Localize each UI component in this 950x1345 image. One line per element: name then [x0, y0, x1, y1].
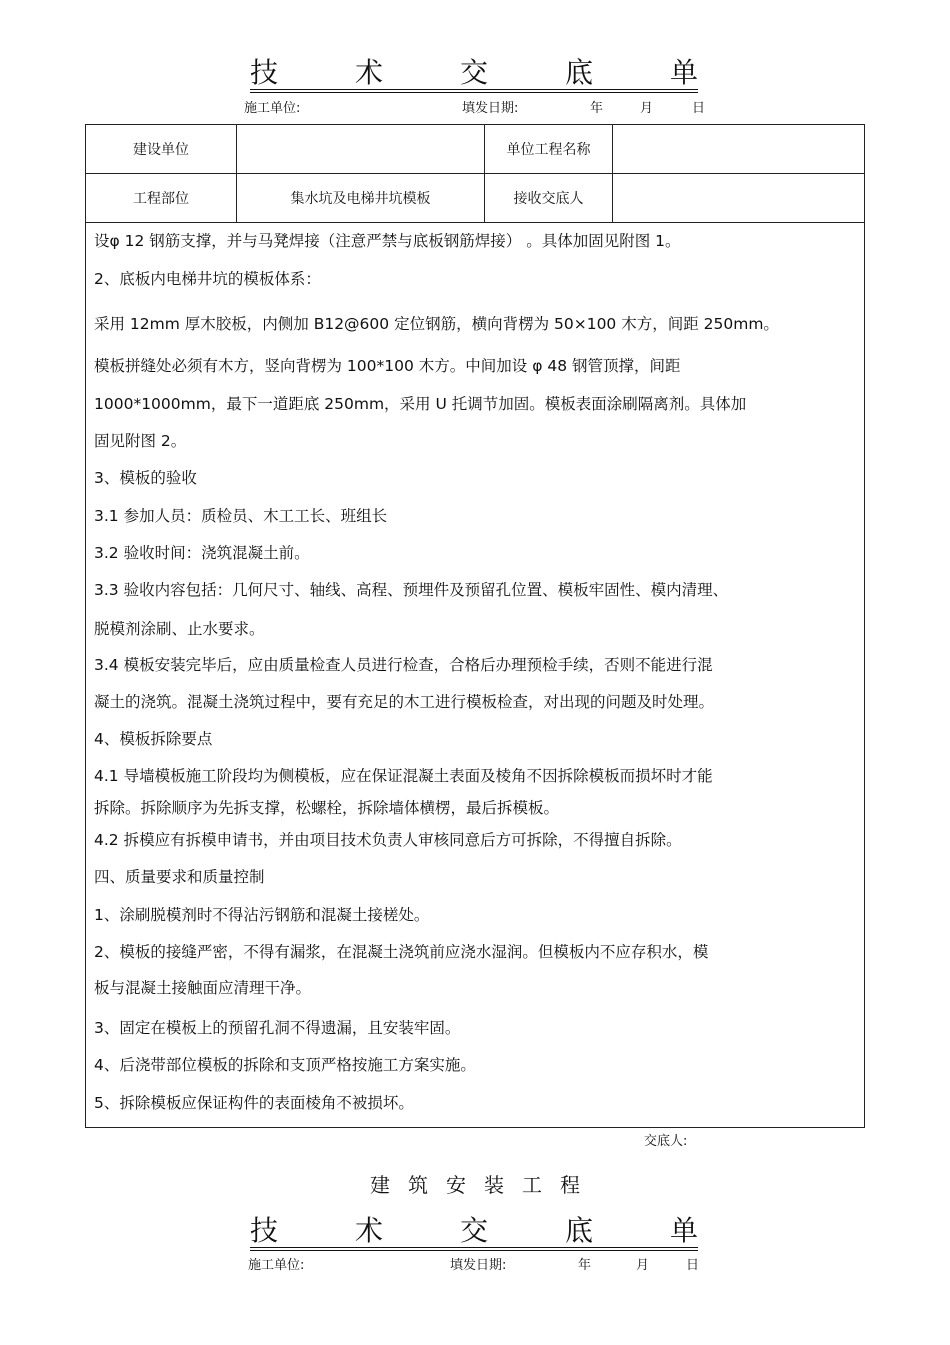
content-line: 采用 12mm 厚木胶板，内侧加 B12@600 定位钢筋，横向背楞为 50×100 木方，间距 250mm。	[94, 315, 779, 333]
project-name-value	[613, 125, 864, 173]
content-line: 4.2 拆模应有拆模申请书，并由项目技术负责人审核同意后方可拆除，不得擅自拆除。	[94, 831, 682, 849]
title-char: 技	[250, 1214, 279, 1247]
content-line: 1000*1000mm，最下一道距底 250mm，采用 U 托调节加固。模板表面涂刷隔离剂。具体加	[94, 395, 747, 413]
content-line: 固见附图 2。	[94, 432, 187, 450]
content-line: 3.2 验收时间：浇筑混凝土前。	[94, 544, 310, 562]
receiver-label: 接收交底人	[513, 191, 584, 207]
title-char: 术	[354, 56, 383, 89]
content-line: 拆除。拆除顺序为先拆支撑，松螺栓，拆除墙体横楞，最后拆模板。	[94, 799, 560, 817]
issue-date-label: 填发日期:	[462, 101, 519, 116]
subtitle-char: 工	[522, 1173, 542, 1197]
subtitle-char: 程	[560, 1173, 580, 1197]
handover-table	[85, 124, 865, 1128]
receiver-value	[613, 174, 864, 222]
project-part-value: 集水坑及电梯井坑模板	[290, 191, 431, 207]
owner-unit-label: 建设单位	[133, 142, 189, 158]
content-line: 5、拆除模板应保证构件的表面棱角不被损坏。	[94, 1094, 414, 1112]
content-line: 3.1 参加人员：质检员、木工工长、班组长	[94, 507, 388, 525]
year-label: 年	[590, 101, 604, 116]
subtitle-char: 安	[446, 1173, 466, 1197]
title-char: 交	[459, 1214, 488, 1247]
section-subtitle	[370, 1169, 580, 1198]
next-year-label: 年	[578, 1258, 592, 1273]
title-char: 单	[669, 56, 698, 89]
title-char: 技	[250, 56, 279, 89]
content-line: 3.4 模板安装完毕后，应由质量检查人员进行检查，合格后办理预检手续，否则不能进行混	[94, 656, 713, 674]
content-line: 3、固定在模板上的预留孔洞不得遗漏，且安装牢固。	[94, 1019, 461, 1037]
content-line: 四、质量要求和质量控制	[94, 868, 265, 886]
title-char: 术	[354, 1214, 383, 1247]
project-name-label: 单位工程名称	[506, 142, 591, 158]
title-char: 底	[564, 56, 593, 89]
content-line: 设φ 12 钢筋支撑，并与马凳焊接（注意严禁与底板钢筋焊接） 。具体加固见附图 1。	[94, 232, 681, 250]
day-label: 日	[692, 101, 706, 116]
next-day-label: 日	[686, 1258, 700, 1273]
owner-unit-value	[237, 125, 484, 173]
title-char: 单	[669, 1214, 698, 1247]
month-label: 月	[640, 101, 654, 116]
content-line: 模板拼缝处必须有木方，竖向背楞为 100*100 木方。中间加设 φ 48 钢管顶撑，间距	[94, 357, 681, 375]
content-line: 3.3 验收内容包括：几何尺寸、轴线、高程、预埋件及预留孔位置、模板牢固性、模内清理、	[94, 581, 729, 599]
content-line: 3、模板的验收	[94, 469, 197, 487]
title-char: 交	[459, 56, 488, 89]
content-line: 板与混凝土接触面应清理干净。	[94, 979, 312, 997]
document-title	[250, 58, 698, 88]
content-line: 4、后浇带部位模板的拆除和支顶严格按施工方案实施。	[94, 1056, 476, 1074]
subtitle-char: 筑	[408, 1173, 428, 1197]
content-line: 脱模剂涂刷、止水要求。	[94, 620, 265, 638]
project-part-label: 工程部位	[133, 191, 189, 207]
content-line: 1、涂刷脱模剂时不得沾污钢筋和混凝土接槎处。	[94, 906, 430, 924]
next-month-label: 月	[636, 1258, 650, 1273]
content-line: 2、模板的接缝严密，不得有漏浆，在混凝土浇筑前应浇水湿润。但模板内不应存积水，模	[94, 943, 709, 961]
content-line: 2、底板内电梯井坑的模板体系：	[94, 270, 321, 288]
title-underline	[250, 1247, 698, 1251]
title-char: 底	[564, 1214, 593, 1247]
content-line: 4.1 导墙模板施工阶段均为侧模板，应在保证混凝土表面及棱角不因拆除模板而损坏时才能	[94, 767, 713, 785]
content-line: 4、模板拆除要点	[94, 730, 213, 748]
handover-person-label: 交底人:	[644, 1134, 688, 1149]
subtitle-char: 装	[484, 1173, 504, 1197]
content-line: 凝土的浇筑。混凝土浇筑过程中，要有充足的木工进行模板检查，对出现的问题及时处理。	[94, 693, 715, 711]
row-divider	[86, 222, 864, 223]
next-document-title	[250, 1216, 698, 1246]
next-issue-date-label: 填发日期:	[450, 1258, 507, 1273]
next-construction-unit-label: 施工单位:	[248, 1258, 305, 1273]
title-underline	[250, 89, 698, 93]
construction-unit-label: 施工单位:	[244, 101, 301, 116]
subtitle-char: 建	[370, 1173, 390, 1197]
